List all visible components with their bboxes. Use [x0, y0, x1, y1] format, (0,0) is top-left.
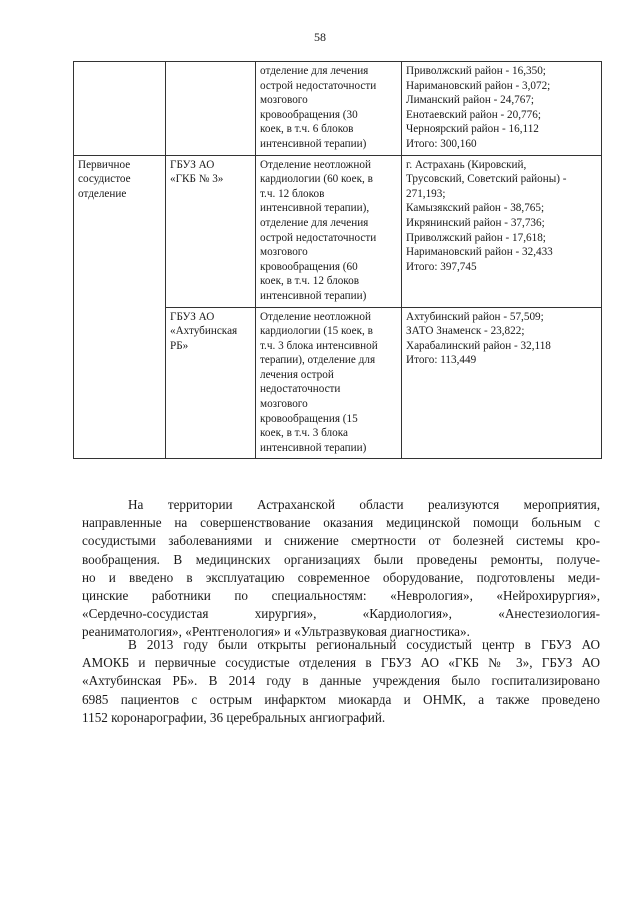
- cell-line: кровообращения (15: [260, 412, 358, 425]
- cell-line: г. Астрахань (Кировский,: [406, 158, 527, 171]
- text-line: «Сердечно-сосудистая хирургия», «Кардиология», «Анестезиология-: [82, 606, 600, 622]
- cell-line: «Ахтубинская: [170, 325, 238, 338]
- org-cell: [166, 155, 256, 307]
- medical-facilities-table: [73, 61, 602, 459]
- cell-line: 271,193;: [406, 187, 446, 200]
- text-line: направленные на совершенствование оказания медицинской помощи больным с: [82, 515, 600, 531]
- departments-cell: [256, 307, 402, 459]
- text-line: 6985 пациентов с острым инфарктом миокарда и ОНМК, а также проведено: [82, 691, 600, 707]
- cell-line: Приволжский район - 16,350;: [406, 65, 546, 77]
- cell-line: отделение: [78, 187, 127, 200]
- cell-line: Итого: 113,449: [406, 354, 477, 367]
- cell-line: т.ч. 3 блока интенсивной: [260, 339, 378, 352]
- text-line: вообращения. В медицинских организациях были проведены ремонты, получе-: [82, 551, 600, 567]
- cell-line: кровообращения (30: [260, 108, 358, 121]
- cell-line: РБ»: [170, 339, 189, 352]
- cell-line: мозгового: [260, 398, 308, 411]
- cell-line: интенсивной терапии): [260, 441, 367, 454]
- paragraph-vascular-centers: [82, 636, 600, 727]
- cell-line: коек, в т.ч. 6 блоков: [260, 123, 354, 136]
- paragraph-measures: [82, 496, 600, 642]
- type-cell: [74, 62, 166, 156]
- cell-line: Первичное: [78, 158, 131, 171]
- departments-cell: [256, 62, 402, 156]
- cell-line: Черноярский район - 16,112: [406, 123, 539, 136]
- cell-line: Итого: 397,745: [406, 260, 477, 273]
- cell-line: Итого: 300,160: [406, 137, 477, 150]
- cell-line: мозгового: [260, 246, 308, 259]
- cell-line: ГБУЗ АО: [170, 158, 215, 171]
- page-number: 58: [314, 30, 326, 44]
- text-line: цинские работники по специальностям: «Неврология», «Нейрохирургия»,: [82, 588, 600, 604]
- cell-line: кровообращения (60: [260, 260, 358, 273]
- cell-line: Наримановский район - 32,433: [406, 246, 553, 259]
- cell-line: кардиологии (60 коек, в: [260, 173, 373, 186]
- table-row: [74, 155, 602, 307]
- cell-line: терапии), отделение для: [260, 354, 376, 367]
- cell-line: мозгового: [260, 94, 308, 107]
- cell-line: ЗАТО Знаменск - 23,822;: [406, 325, 525, 338]
- districts-cell: [402, 307, 602, 459]
- cell-line: Енотаевский район - 20,776;: [406, 108, 541, 121]
- text-line: АМОКБ и первичные сосудистые отделения в ГБУЗ АО «ГКБ № 3», ГБУЗ АО: [82, 655, 600, 671]
- cell-line: Наримановский район - 3,072;: [406, 79, 551, 92]
- cell-line: «ГКБ № 3»: [170, 173, 224, 186]
- cell-line: Отделение неотложной: [260, 158, 371, 171]
- cell-line: ГБУЗ АО: [170, 310, 215, 323]
- districts-cell: [402, 62, 602, 156]
- cell-line: интенсивной терапии),: [260, 202, 370, 215]
- cell-line: недостаточности: [260, 383, 341, 396]
- cell-line: Трусовский, Советский районы) -: [406, 173, 567, 186]
- cell-line: Приволжский район - 17,618;: [406, 231, 546, 244]
- org-cell: [166, 307, 256, 459]
- cell-line: отделение для лечения: [260, 65, 369, 77]
- text-line: сосудистыми заболеваниями и снижение смертности от болезней системы кро-: [82, 533, 600, 549]
- text-line: «Ахтубинская РБ». В 2014 году в данные учреждения было госпитализировано: [82, 673, 600, 689]
- text-line: 1152 коронарографии, 36 церебральных ангиографий.: [82, 709, 386, 725]
- cell-line: Отделение неотложной: [260, 310, 371, 323]
- cell-line: Лиманский район - 24,767;: [406, 94, 535, 107]
- cell-line: сосудистое: [78, 173, 131, 186]
- table-row: [74, 62, 602, 156]
- text-line: но и введено в эксплуатацию современное оборудование, подготовлены меди-: [82, 569, 600, 585]
- departments-cell: [256, 155, 402, 307]
- cell-line: отделение для лечения: [260, 216, 369, 229]
- cell-line: Харабалинский район - 32,118: [406, 339, 551, 352]
- cell-line: Ахтубинский район - 57,509;: [406, 310, 544, 323]
- cell-line: коек, в т.ч. 12 блоков: [260, 275, 360, 288]
- districts-cell: [402, 155, 602, 307]
- org-cell: [166, 62, 256, 156]
- cell-line: интенсивной терапии): [260, 137, 367, 150]
- cell-line: острой недостаточности: [260, 231, 377, 244]
- cell-line: коек, в т.ч. 3 блока: [260, 427, 348, 440]
- type-cell: [74, 155, 166, 459]
- text-line: реаниматология», «Рентгенология» и «Ультразвуковая диагностика».: [82, 624, 470, 640]
- cell-line: Камызякский район - 38,765;: [406, 202, 545, 215]
- cell-line: острой недостаточности: [260, 79, 377, 92]
- cell-line: лечения острой: [260, 368, 334, 381]
- cell-line: т.ч. 12 блоков: [260, 187, 325, 200]
- cell-line: интенсивной терапии): [260, 289, 367, 302]
- text-line: В 2013 году были открыты региональный сосудистый центр в ГБУЗ АО: [128, 637, 600, 652]
- cell-line: Икрянинский район - 37,736;: [406, 216, 545, 229]
- text-line: На территории Астраханской области реализуются мероприятия,: [128, 497, 600, 512]
- cell-line: кардиологии (15 коек, в: [260, 325, 373, 338]
